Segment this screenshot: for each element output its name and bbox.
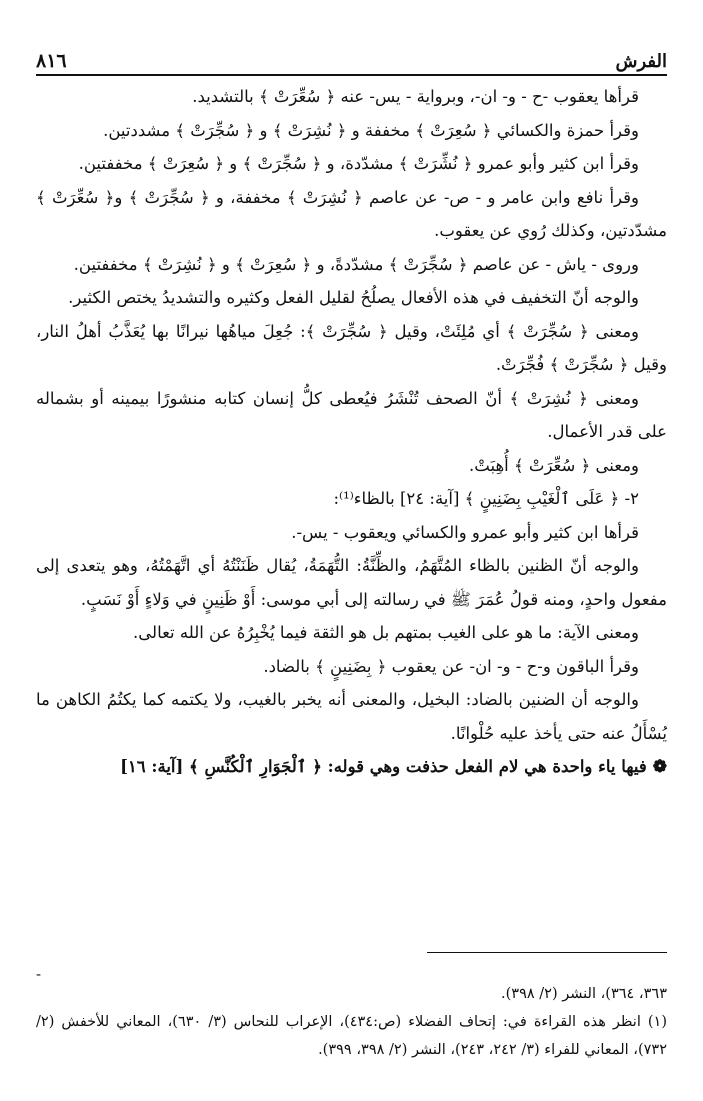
paragraph: قرأها يعقوب -ح - و- ان-، وبرواية - يس- عنه ﴿ سُعِّرَتْ ﴾ بالتشديد. <box>192 87 639 106</box>
paragraph: وروى - ياش - عن عاصم ﴿ سُجِّرَتْ ﴾ مشدّدةً، و ﴿ سُعِرَتْ ﴾ و ﴿ نُشِرَتْ ﴾ مخففتين. <box>73 254 639 274</box>
section-title: الفرش <box>615 51 667 72</box>
flower-icon: ❁ <box>652 757 667 777</box>
paragraph: وقرأ نافع وابن عامر و - ص- عن عاصم ﴿ نُشِرَتْ ﴾ مخففة، و ﴿ سُجِّرَتْ ﴾ و﴿ سُعِّرَتْ ﴾ مشدّدتين، وكذلك رُوي عن يعقوب. <box>36 187 667 240</box>
page-number: ٨١٦ <box>36 50 67 72</box>
footnote-dash: - <box>36 965 42 983</box>
footnote-continuation: ٣٦٣، ٣٦٤)، النشر (٢/ ٣٩٨). <box>501 986 667 1002</box>
paragraph: والوجه أنّ التخفيف في هذه الأفعال يصلُحُ لقليل الفعل وكثيره والتشديدُ يختص الكثير. <box>68 288 639 307</box>
paragraph: ومعنى ﴿ سُعِّرَتْ ﴾ أُهِبَتْ. <box>469 455 639 475</box>
footnote: (١) انظر هذه القراءة في: إتحاف الفضلاء (ص:٤٣٤)، الإعراب للنحاس (٣/ ٦٣٠)، المعاني للأخفش (٢/ ٧٣٢)، المعاني للفراء (٣/ ٢٤٢، ٢٤٣)، النشر (٢/ ٣٩٨، ٣٩٩). <box>36 1014 668 1058</box>
paragraph: ومعنى ﴿ نُشِرَتْ ﴾ أنّ الصحف تُنْشَرُ فيُعطى كلُّ إنسان كتابه منشورًا بيمينه أو بشماله على قدر الأعمال. <box>36 388 667 441</box>
paragraph: وقرأ ابن كثير وأبو عمرو ﴿ نُشِّرَتْ ﴾ مشدّدة، و ﴿ سُجِّرَتْ ﴾ و ﴿ سُعِرَتْ ﴾ مخففتين. <box>78 154 639 173</box>
body-text <box>36 80 667 785</box>
paragraph: قرأها ابن كثير وأبو عمرو والكسائي ويعقوب - يس-. <box>291 522 639 542</box>
paragraph: ومعنى ﴿ سُجِّرَتْ ﴾ أي مُلِئَتْ، وقيل ﴿ سُجِّرَتْ ﴾: جُعِلَ مياهُها نيرانًا بها يُعَذَّبُ أهلُ النار، وقيل ﴿ سُجِّرَتْ ﴾ فُجِّرَتْ. <box>36 321 667 374</box>
section-heading-text: فيها ياء واحدة هي لام الفعل حذفت وهي قوله: ﴿ ٱلْجَوَارِ ٱلْكُنَّسِ ﴾ [آية: ١٦] <box>120 757 647 776</box>
paragraph: ومعنى الآية: ما هو على الغيب بمتهم بل هو الثقة فيما يُخْبِرُهُ عن الله تعالى. <box>133 623 639 642</box>
footnote-separator <box>427 952 667 953</box>
paragraph: والوجه أنّ الظنين بالظاء المُتَّهَمُ، والظِّنَّةُ: التُّهَمَةُ، يُقال ظَنَنْتُهُ أي اتَّهَمْتُهُ، وهو يتعدى إلى مفعول واحدٍ، ومنه قولُ عُمَرَ ﷺ في رسالته إلى أبي موسى: أَوْ ظَنِينٍ في وَلاءٍ أَوْ نَسَبٍ. <box>36 556 667 609</box>
footnotes <box>36 980 667 1064</box>
page-header <box>36 40 667 76</box>
section-heading <box>36 750 667 785</box>
paragraph: وقرأ حمزة والكسائي ﴿ سُعِرَتْ ﴾ مخففة و ﴿ نُشِرَتْ ﴾ و ﴿ سُجِّرَتْ ﴾ مشددتين. <box>103 120 639 140</box>
paragraph: وقرأ الباقون و-ح - و- ان- عن يعقوب ﴿ بِضَنِينٍ ﴾ بالضاد. <box>263 656 639 676</box>
numbered-heading: ٢- ﴿ عَلَى ٱلْغَيْبِ بِضَنِينٍ ﴾ [آية: ٢٤] بالظاء⁽¹⁾: <box>333 489 639 508</box>
paragraph: والوجه أن الضنين بالضاد: البخيل، والمعنى أنه يخبر بالغيب، ولا يكتمه كما يكتُمُ الكاهن ما يُسْأَلُ عنه حتى يأخذ عليه حُلْوانًا. <box>36 690 667 743</box>
